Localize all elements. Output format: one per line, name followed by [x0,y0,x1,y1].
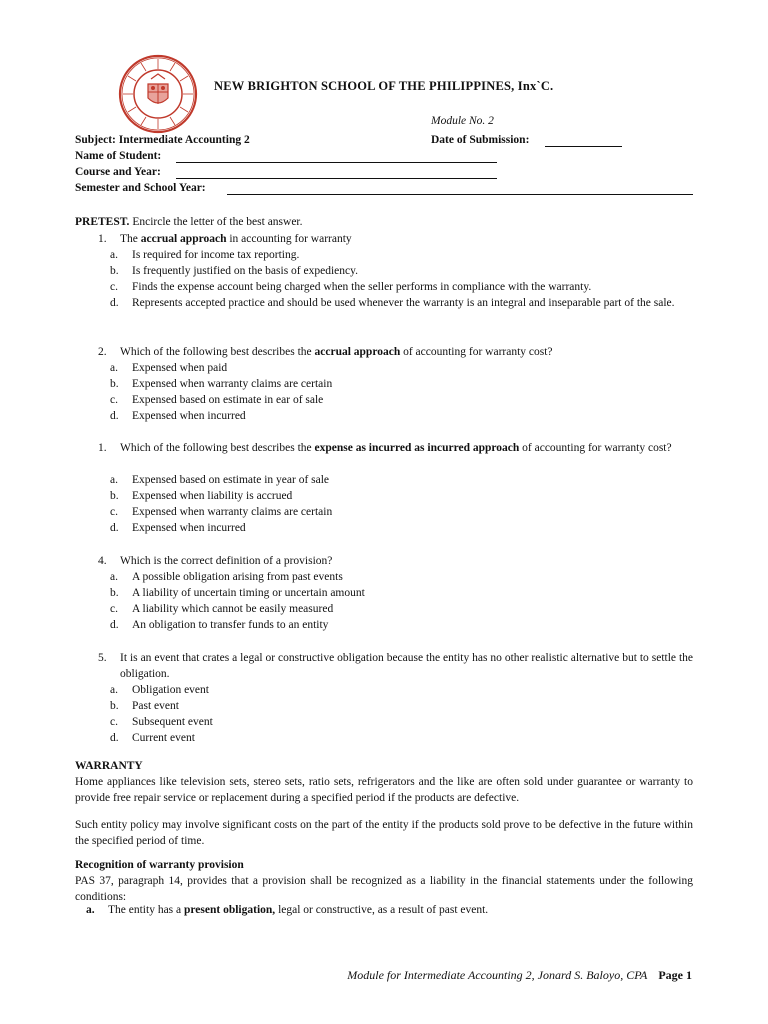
question-5-stem: It is an event that crates a legal or constructive obligation because the entity has no other realistic alternative but to settle the obligation. [120,652,693,680]
condition-a-bold: present obligation, [184,904,276,916]
date-of-submission-label: Date of Submission: [431,134,530,146]
school-name: NEW BRIGHTON SCHOOL OF THE PHILIPPINES, Inx`C. [214,79,554,93]
q4-option-text: An obligation to transfer funds to an entity [132,619,329,631]
q1-option-text: Is required for income tax reporting. [132,249,300,261]
subject-label: Subject: Intermediate Accounting 2 [75,134,250,146]
condition-a-text [108,903,488,918]
q2-option-text: Expensed based on estimate in ear of sale [132,394,324,406]
question-3-number: 1. [98,442,107,454]
question-1-bold: accrual approach [140,233,227,245]
q3-option-text: Expensed when liability is accrued [132,490,293,502]
page-footer [347,968,692,983]
q2-option-letter: b. [110,378,119,390]
semester-label: Semester and School Year: [75,182,206,194]
question-2-bold: accrual approach [314,346,401,358]
q3-option-letter: d. [110,522,119,534]
q4-option-letter: d. [110,619,119,631]
pretest-title: PRETEST. [75,216,130,228]
q5-option-text: Current event [132,732,195,744]
q2-option-text: Expensed when warranty claims are certain [132,378,333,390]
condition-a-letter: a. [86,904,95,916]
course-year-label: Course and Year: [75,166,161,178]
q1-option-text: Finds the expense account being charged when the seller performs in compliance with the warranty. [132,281,592,293]
question-4-stem: Which is the correct definition of a provision? [120,555,333,567]
q4-option-letter: c. [110,603,118,615]
q5-option-letter: b. [110,700,119,712]
question-4-number: 4. [98,555,107,567]
question-1-number: 1. [98,233,107,245]
q5-option-text: Subsequent event [132,716,213,728]
q3-option-letter: c. [110,506,118,518]
module-number: Module No. 2 [431,115,494,127]
q1-option-text: Is frequently justified on the basis of expediency. [132,265,358,277]
question-1-post: in accounting for warranty [226,233,352,245]
footer-text: Module for Intermediate Accounting 2, Jonard S. Baloyo, CPA [347,968,648,982]
school-seal-logo [118,54,198,134]
q5-option-text: Past event [132,700,179,712]
q3-option-letter: b. [110,490,119,502]
q3-option-letter: a. [110,474,118,486]
q3-option-text: Expensed based on estimate in year of sale [132,474,330,486]
pretest-instruction-text: Encircle the letter of the best answer. [132,216,303,228]
q5-option-letter: c. [110,716,118,728]
condition-a-post: legal or constructive, as a result of past event. [275,904,489,916]
student-name-line [176,162,497,163]
q2-option-letter: d. [110,410,119,422]
warranty-paragraph-3: PAS 37, paragraph 14, provides that a provision shall be recognized as a liability in the financial statements under the following conditions: [75,875,693,903]
question-2-stem [120,345,553,360]
recognition-heading: Recognition of warranty provision [75,859,244,871]
q4-option-text: A liability which cannot be easily measured [132,603,334,615]
q1-option-letter: c. [110,281,118,293]
q5-option-letter: a. [110,684,118,696]
q5-option-letter: d. [110,732,119,744]
q3-option-text: Expensed when incurred [132,522,246,534]
q3-option-text: Expensed when warranty claims are certain [132,506,333,518]
question-2-post: of accounting for warranty cost? [400,346,553,358]
question-1-stem [120,232,352,247]
question-2-pre: Which of the following best describes the [120,346,315,358]
course-year-line [176,178,497,179]
warranty-paragraph-1: Home appliances like television sets, stereo sets, ratio sets, refrigerators and the like are often sold under guarantee or warranty to provide free repair service or replacement during a specified period if the products are defective. [75,776,693,804]
q4-option-letter: a. [110,571,118,583]
header-divider-line [497,194,693,195]
q1-option-text: Represents accepted practice and should be used whenever the warranty is an integral and inseparable part of the sale. [132,297,675,309]
pretest-instruction [75,215,303,230]
q2-option-letter: a. [110,362,118,374]
q4-option-text: A liability of uncertain timing or uncertain amount [132,587,365,599]
page-number: Page 1 [658,968,692,982]
q2-option-text: Expensed when incurred [132,410,246,422]
warranty-paragraph-2: Such entity policy may involve significant costs on the part of the entity if the products sold prove to be defective in the future within the specified period of time. [75,819,693,847]
question-3-stem [120,441,693,457]
q2-option-letter: c. [110,394,118,406]
question-3-pre: Which of the following best describes the [120,442,315,454]
semester-line [227,194,497,195]
q1-option-letter: a. [110,249,118,261]
question-3-post: of accounting for warranty cost? [519,442,672,454]
q1-option-letter: d. [110,297,119,309]
q5-option-text: Obligation event [132,684,209,696]
question-3-bold: expense as incurred as incurred approach [314,442,520,454]
question-1-pre: The [120,233,141,245]
q2-option-text: Expensed when paid [132,362,228,374]
question-2-number: 2. [98,346,107,358]
q4-option-text: A possible obligation arising from past events [132,571,343,583]
condition-a-pre: The entity has a [108,904,185,916]
date-of-submission-line [545,146,622,147]
question-5-number: 5. [98,652,107,664]
student-name-label: Name of Student: [75,150,162,162]
q1-option-letter: b. [110,265,119,277]
q4-option-letter: b. [110,587,119,599]
warranty-heading: WARRANTY [75,760,143,772]
